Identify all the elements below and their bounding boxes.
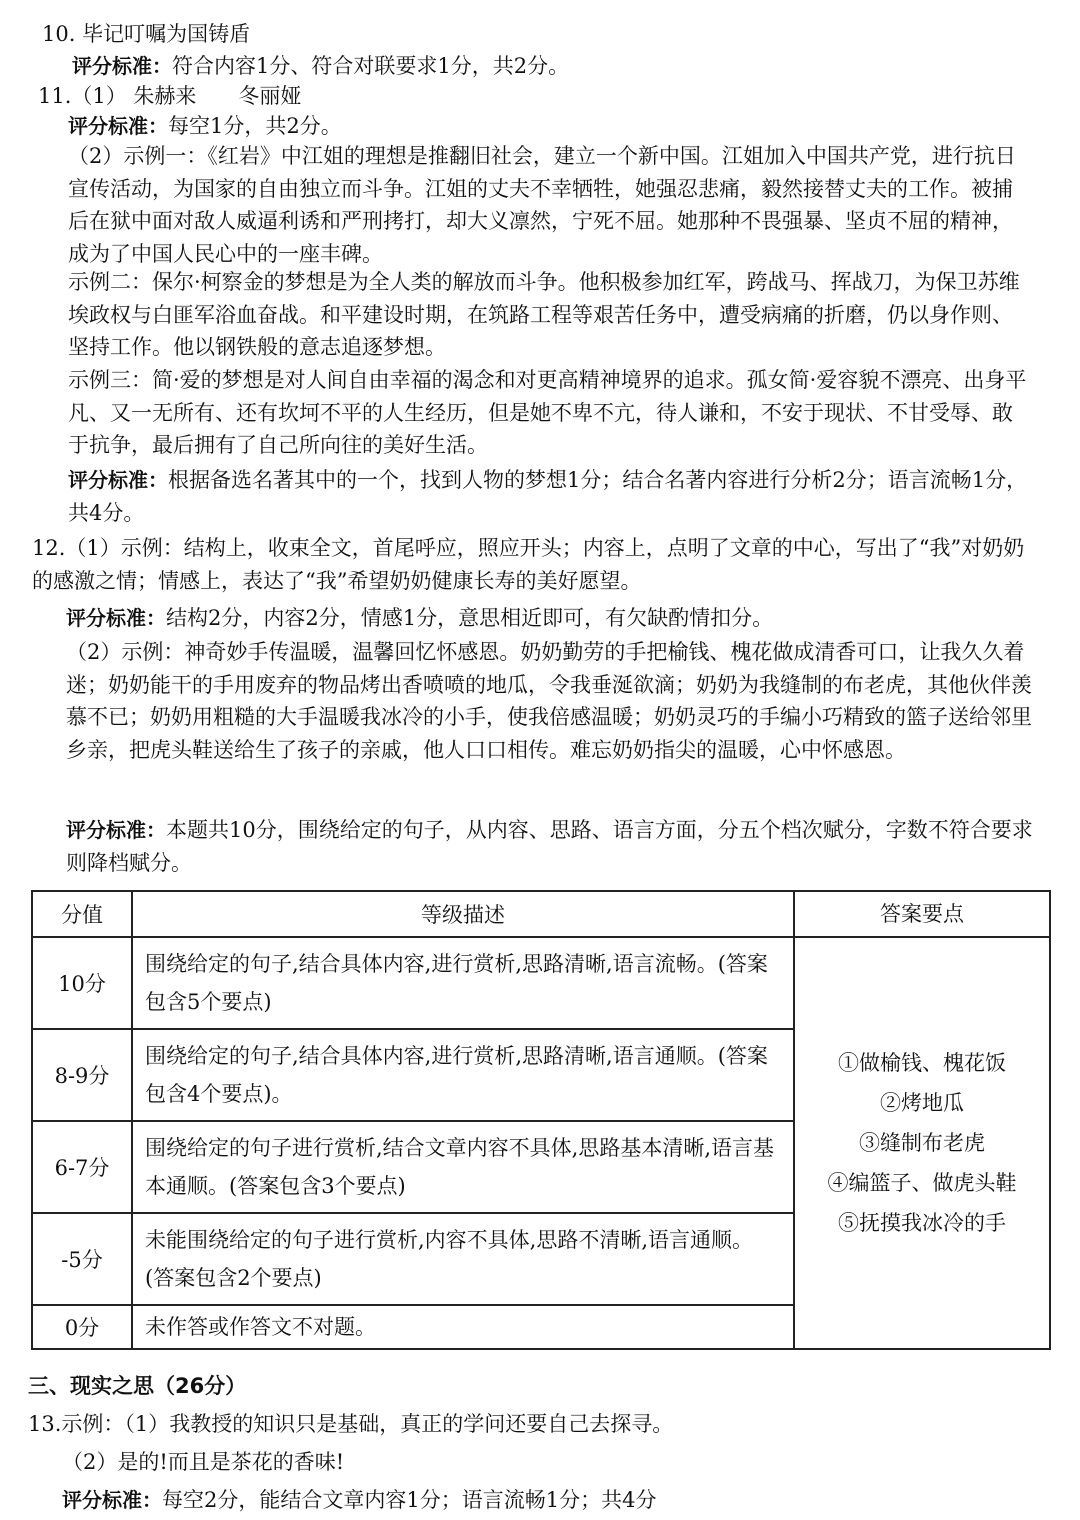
q12-part2-criteria xyxy=(66,814,1041,879)
row-score: 8-9分 xyxy=(32,1029,132,1121)
row-score: 0分 xyxy=(32,1305,132,1349)
row-description: 未作答或作答文不对题。 xyxy=(132,1305,794,1349)
q12-part1-criteria xyxy=(66,602,1036,635)
q11-part1-criteria xyxy=(68,110,1038,143)
criteria-text: 根据备选名著其中的一个，找到人物的梦想1分；结合名著内容进行分析2分；语言流畅1分，共4分。 xyxy=(68,468,1028,525)
header-description: 等级描述 xyxy=(132,891,794,937)
q13-part1-answer: 13.示例：（1）我教授的知识只是基础，真正的学问还要自己去探寻。 xyxy=(28,1412,674,1436)
row-description: 围绕给定的句子,结合具体内容,进行赏析,思路清晰,语言流畅。(答案包含5个要点) xyxy=(132,937,794,1029)
section-title: 三、现实之思（26分） xyxy=(28,1374,247,1398)
row-description: 围绕给定的句子,结合具体内容,进行赏析,思路清晰,语言通顺。(答案包含4个要点)。 xyxy=(132,1029,794,1121)
key-point: ④编篮子、做虎头鞋 xyxy=(827,1171,1017,1195)
criteria-label: 评分标准： xyxy=(68,114,168,138)
key-point: ③缝制布老虎 xyxy=(859,1131,985,1155)
key-point: ⑤抚摸我冰冷的手 xyxy=(838,1211,1006,1235)
header-key-points: 答案要点 xyxy=(794,891,1050,937)
q12-part2-answer: （2）示例：神奇妙手传温暖，温馨回忆怀感恩。奶奶勤劳的手把榆钱、槐花做成清香可口，让我久久着迷；奶奶能干的手用废弃的物品烤出香喷喷的地瓜，令我垂涎欲滴；奶奶为我缝制的布老虎，其他伙伴羡慕不已；奶奶用粗糙的大手温暖我冰冷的小手，使我倍感温暖；奶奶灵巧的手编小巧精致的篮子送给邻里乡亲，把虎头鞋送给生了孩子的亲戚，他人口口相传。难忘奶奶指尖的温暖，心中怀感恩。 xyxy=(66,640,1032,762)
criteria-label: 评分标准： xyxy=(62,1488,162,1512)
key-points-cell xyxy=(794,937,1050,1349)
criteria-text: 结构2分，内容2分，情感1分，意思相近即可，有欠缺酌情扣分。 xyxy=(166,606,774,630)
table-row xyxy=(32,937,1050,1029)
key-point: ①做榆钱、槐花饭 xyxy=(838,1051,1006,1075)
q10-criteria xyxy=(72,50,1042,83)
criteria-text: 符合内容1分、符合对联要求1分，共2分。 xyxy=(172,54,570,78)
criteria-label: 评分标准： xyxy=(72,54,172,78)
table-header-row xyxy=(32,891,1050,937)
row-score: 10分 xyxy=(32,937,132,1029)
criteria-text: 每空2分，能结合文章内容1分；语言流畅1分；共4分 xyxy=(162,1488,657,1512)
row-score: 6-7分 xyxy=(32,1121,132,1213)
criteria-label: 评分标准： xyxy=(66,818,166,842)
q11-example-3: 示例三：简·爱的梦想是对人间自由幸福的渴念和对更高精神境界的追求。孤女简·爱容貌不漂亮、出身平凡、又一无所有、还有坎坷不平的人生经历，但是她不卑不亢，待人谦和，不安于现状、不甘受辱、敢于抗争，最后拥有了自己所向往的美好生活。 xyxy=(68,368,1027,457)
row-description: 未能围绕给定的句子进行赏析,内容不具体,思路不清晰,语言通顺。(答案包含2个要点) xyxy=(132,1213,794,1305)
criteria-label: 评分标准： xyxy=(68,468,168,492)
q13-part2-answer: （2）是的!而且是茶花的香味! xyxy=(62,1450,345,1474)
q11-example-2: 示例二：保尔·柯察金的梦想是为全人类的解放而斗争。他积极参加红军，跨战马、挥战刀，为保卫苏维埃政权与白匪军浴血奋战。和平建设时期，在筑路工程等艰苦任务中，遭受病痛的折磨，仍以身作则、坚持工作。他以钢铁般的意志追逐梦想。 xyxy=(68,270,1020,359)
q11-example-1: （2）示例一：《红岩》中江姐的理想是推翻旧社会，建立一个新中国。江姐加入中国共产党，进行抗日宣传活动，为国家的自由独立而斗争。江姐的丈夫不幸牺牲，她强忍悲痛，毅然接替丈夫的工作。被捕后在狱中面对敌人威逼利诱和严刑拷打，却大义凛然，宁死不屈。她那种不畏强暴、坚贞不屈的精神，成为了中国人民心中的一座丰碑。 xyxy=(68,144,1016,266)
q11-part1-answer: 11.（1） 朱赫来 冬丽娅 xyxy=(38,84,302,108)
q10-answer: 10. 毕记叮嘱为国铸盾 xyxy=(42,22,251,46)
q11-part2-criteria xyxy=(68,464,1033,529)
row-description: 围绕给定的句子进行赏析,结合文章内容不具体,思路基本清晰,语言基本通顺。(答案包含3个要点) xyxy=(132,1121,794,1213)
scoring-rubric-table xyxy=(31,890,1051,1350)
criteria-label: 评分标准： xyxy=(66,606,166,630)
key-point: ②烤地瓜 xyxy=(880,1091,964,1115)
criteria-text: 每空1分，共2分。 xyxy=(168,114,342,138)
criteria-text: 本题共10分，围绕给定的句子，从内容、思路、语言方面，分五个档次赋分，字数不符合要求则降档赋分。 xyxy=(66,818,1033,875)
q12-part1-answer: 12.（1）示例：结构上，收束全文，首尾呼应，照应开头；内容上，点明了文章的中心，写出了“我”对奶奶的感激之情；情感上，表达了“我”希望奶奶健康长寿的美好愿望。 xyxy=(32,536,1025,593)
header-score: 分值 xyxy=(32,891,132,937)
row-score: -5分 xyxy=(32,1213,132,1305)
q13-criteria xyxy=(62,1484,1037,1517)
